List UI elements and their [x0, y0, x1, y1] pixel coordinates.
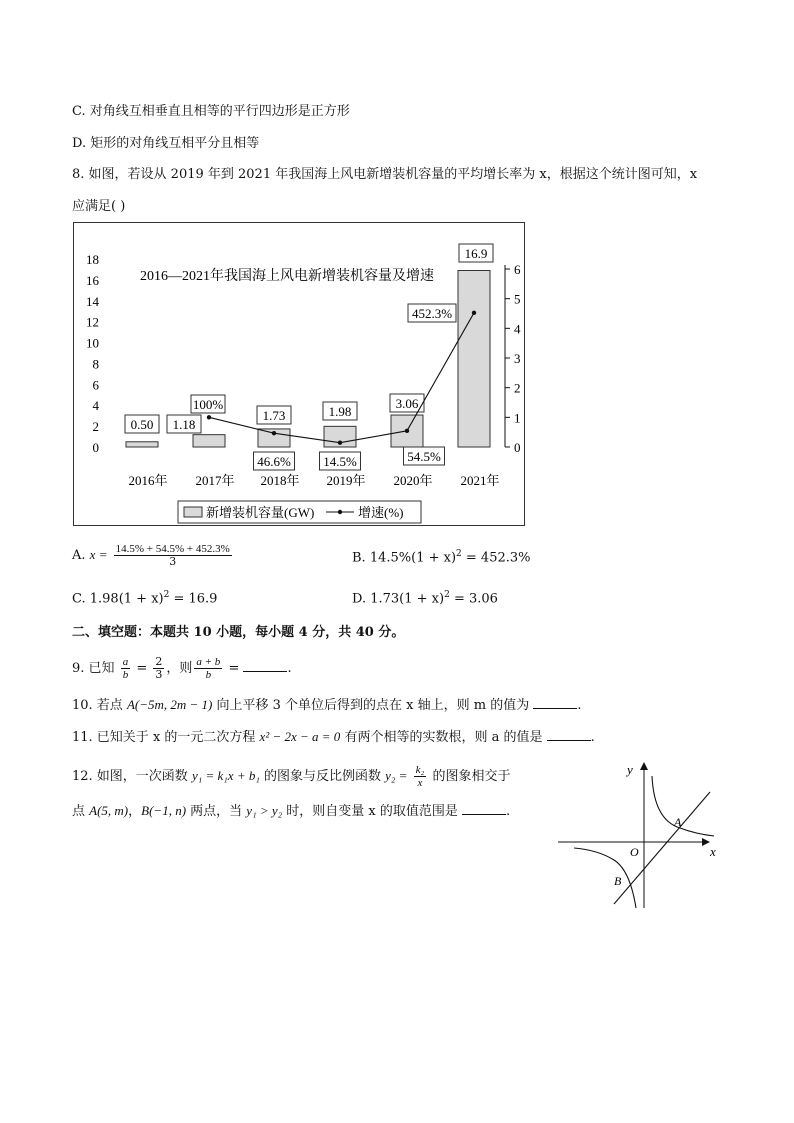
q11-equation: x² − 2x − a = 0 [259, 729, 341, 744]
bar-value-label: 1.18 [172, 417, 196, 432]
q12-y2: y₂ = [385, 768, 408, 783]
left-axis-tick-label: 4 [92, 398, 99, 414]
category-label: 2019年 [326, 473, 366, 488]
left-axis-tick-label: 0 [92, 440, 99, 455]
q8-option-a-numerator: 14.5% + 54.5% + 452.3% [115, 543, 230, 555]
q8-option-a-fraction [114, 543, 232, 568]
q9-eq: = [132, 661, 152, 676]
q9-f3-den: b [205, 669, 212, 681]
q12-line1 [72, 764, 510, 789]
q8-option-c-exp: 2 [163, 590, 170, 600]
q8-stem-line2: 应满足( ) [72, 199, 126, 214]
bar-value-label: 3.06 [395, 396, 419, 411]
growth-rate-label: 14.5% [323, 454, 357, 469]
q12-end: . [506, 804, 511, 819]
q11-pre: 11. 已知关于 x 的一元二次方程 [72, 730, 260, 745]
origin-label: O [630, 845, 639, 859]
q12-k-num: k₂ [415, 764, 425, 776]
q8-option-a [72, 543, 234, 568]
growth-rate-point [207, 415, 211, 419]
q9-f3-num: a + b [196, 656, 221, 668]
q10-point: A(−5m, 2m − 1) [126, 697, 213, 712]
q8-option-c [72, 586, 217, 608]
q9-mid: ，则 [166, 661, 193, 676]
growth-rate-label: 54.5% [407, 449, 441, 464]
legend-line-dot [338, 510, 342, 514]
q8-option-d-exp: 2 [444, 590, 450, 600]
q12-line1-pre: 12. 如图，一次函数 [72, 769, 192, 784]
q12-answer-blank[interactable] [462, 801, 506, 815]
q8-option-c-text: C. 1.98(1 + x) [72, 591, 164, 607]
q12-point-a: A(5, m) [89, 803, 129, 818]
q8-stem-line1: 8. 如图，若设从 2019 年到 2021 年我国海上风电新增装机容量的平均增长率为 x，根据这个统计图可知，x [72, 167, 698, 182]
q9 [72, 656, 292, 681]
right-axis-tick-label: 0 [514, 440, 521, 455]
q10-post: 向上平移 3 个单位后得到的点在 x 轴上，则 m 的值为 [212, 698, 530, 713]
q12-line2-pre: 点 [72, 804, 90, 819]
legend-bar-label: 新增装机容量(GW) [206, 505, 315, 520]
left-axis-tick-label: 6 [92, 377, 99, 393]
bar-value-label: 1.73 [262, 408, 286, 423]
right-axis-tick-label: 4 [514, 321, 521, 337]
q12-k-den: x [417, 777, 423, 789]
x-axis-label: x [710, 844, 716, 859]
q8-chart [73, 222, 525, 526]
chart-svg [74, 223, 526, 527]
q12-line1-post: 的图象相交于 [428, 769, 511, 784]
q12-function-graph [556, 756, 726, 912]
bar-2021年 [458, 270, 490, 447]
q8-option-b [352, 545, 531, 567]
q9-fraction-23 [153, 656, 164, 681]
legend-line-label: 增速(%) [358, 505, 404, 520]
left-axis-tick-label: 18 [86, 252, 99, 267]
bar-value-label: 16.9 [464, 246, 488, 261]
q12-line2-mid1: ， [128, 804, 142, 819]
q12-y1: y₁ = k₁x + b₁ [191, 768, 260, 783]
q8-option-d [352, 586, 498, 608]
y-axis-label: y [627, 762, 633, 777]
left-axis-tick-label: 16 [86, 272, 99, 288]
category-label: 2018年 [260, 473, 300, 488]
hyperbola-branch-lower [574, 848, 636, 908]
q7-option-c: C. 对角线互相垂直且相等的平行四边形是正方形 [72, 104, 350, 119]
q11-post: 有两个相等的实数根，则 a 的值是 [340, 730, 543, 745]
category-label: 2020年 [393, 473, 433, 488]
bar-value-label: 1.98 [328, 404, 352, 419]
q10 [72, 695, 582, 715]
q12-line2 [72, 801, 510, 821]
q11-end: . [590, 730, 595, 745]
q8-option-a-denominator: 3 [169, 555, 177, 568]
q8-option-d-text: D. 1.73(1 + x) [352, 591, 445, 607]
q9-f2-num: 2 [155, 655, 163, 668]
q8-option-c-rhs: = 16.9 [169, 591, 218, 607]
linear-function-line [614, 792, 710, 904]
growth-rate-label: 452.3% [411, 306, 453, 321]
category-label: 2016年 [128, 473, 168, 488]
point-a-label: A [674, 815, 682, 829]
point-b-label: B [614, 874, 622, 888]
left-axis-tick-label: 12 [86, 314, 99, 330]
section2-heading: 二、填空题：本题共 10 小题，每小题 4 分，共 40 分。 [72, 625, 405, 640]
q8-option-b-rhs: = 452.3% [461, 550, 531, 566]
growth-rate-point [272, 431, 276, 435]
bar-2016年 [126, 442, 158, 447]
q12-line1-mid: 的图象与反比例函数 [259, 769, 386, 784]
left-axis-tick-label: 8 [92, 356, 99, 372]
q9-pre: 9. 已知 [72, 661, 115, 676]
q9-answer-blank[interactable] [243, 658, 287, 672]
bar-2017年 [193, 435, 225, 447]
growth-rate-point [338, 440, 342, 444]
q12-line2-mid2: 两点，当 [186, 804, 247, 819]
growth-rate-point [405, 429, 409, 433]
right-axis-tick-label: 2 [514, 380, 521, 396]
q9-post: = [224, 661, 240, 676]
q9-fraction-ab [121, 656, 131, 681]
q9-fraction-sum [194, 656, 222, 681]
q12-condition: y₁ > y₂ [246, 803, 283, 818]
q9-f2-den: 3 [155, 668, 163, 681]
q8-option-b-exp: 2 [456, 549, 462, 559]
q12-fraction-k2x [414, 764, 427, 789]
left-axis-tick-label: 14 [86, 293, 99, 309]
growth-rate-point [472, 311, 476, 315]
q9-end: . [287, 661, 292, 676]
right-axis-tick-label: 1 [514, 410, 521, 426]
q8-option-a-lhs: x = [89, 547, 108, 562]
q8-option-b-text: B. 14.5%(1 + x) [352, 550, 457, 566]
q9-f1-num: a [122, 656, 129, 668]
legend-bar-swatch [184, 507, 202, 517]
hyperbola-branch-upper [652, 776, 714, 836]
right-axis-tick-label: 6 [514, 262, 521, 277]
q12-line2-post: 时，则自变量 x 的取值范围是 [282, 804, 458, 819]
q12-point-b: B(−1, n) [141, 803, 187, 818]
left-axis-tick-label: 10 [86, 335, 99, 351]
q7-option-d: D. 矩形的对角线互相平分且相等 [72, 136, 260, 151]
q9-f1-den: b [122, 669, 129, 681]
left-axis-tick-label: 2 [92, 419, 99, 435]
growth-rate-label: 46.6% [257, 454, 291, 469]
q8-option-a-label: A. [72, 548, 86, 563]
q10-end: . [577, 698, 582, 713]
bar-value-label: 0.50 [130, 417, 154, 432]
growth-rate-label: 100% [192, 397, 224, 412]
q8-option-d-rhs: = 3.06 [449, 591, 498, 607]
q10-pre: 10. 若点 [72, 698, 127, 713]
growth-rate-line [209, 313, 474, 443]
q10-answer-blank[interactable] [533, 695, 577, 709]
chart-title: 2016—2021年我国海上风电新增装机容量及增速 [140, 269, 434, 284]
q11-answer-blank[interactable] [547, 727, 591, 741]
q11 [72, 727, 595, 747]
category-label: 2021年 [460, 473, 500, 488]
category-label: 2017年 [195, 473, 235, 488]
right-axis-tick-label: 3 [514, 351, 521, 366]
right-axis-tick-label: 5 [514, 291, 521, 307]
